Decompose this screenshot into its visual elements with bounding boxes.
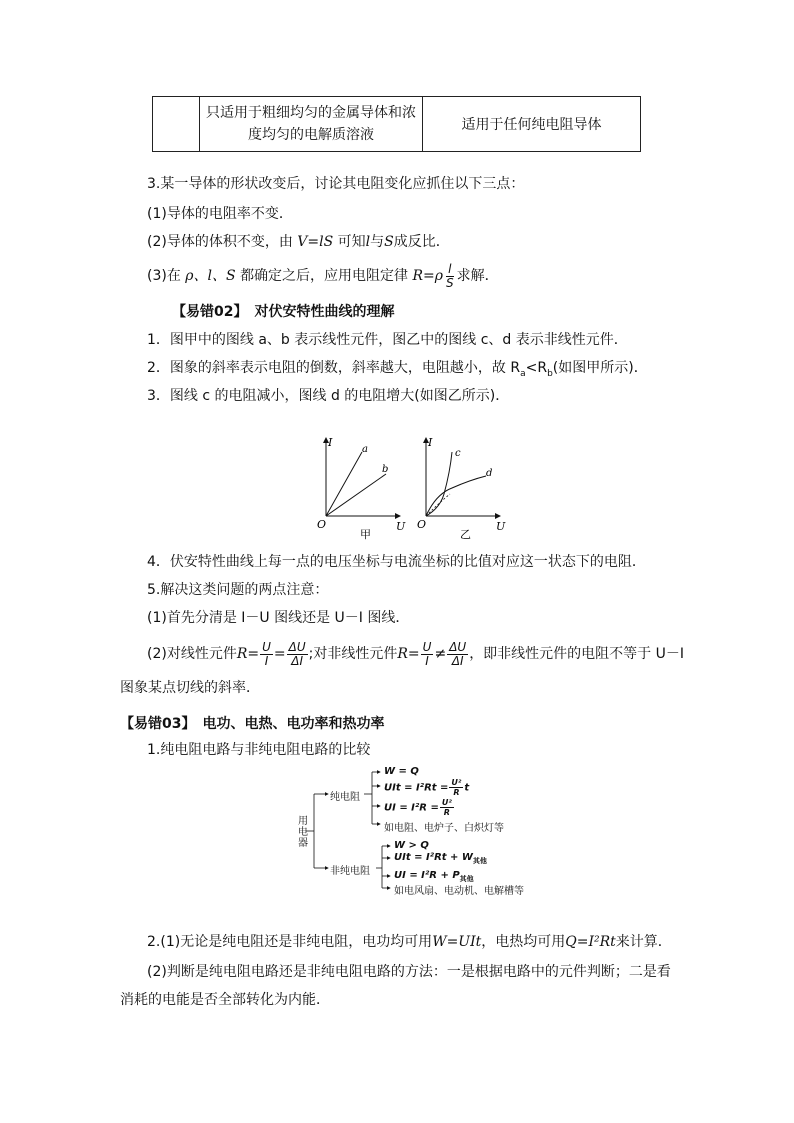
caption-yi: 乙 (460, 528, 471, 541)
frac-den: I (264, 653, 269, 668)
non-3-text: UI = I²R + P (394, 870, 460, 881)
frac-num: U (422, 639, 432, 654)
p1-eq2: Q=I²Rt (565, 934, 616, 950)
p52-a: (2)对线性元件 (147, 646, 237, 662)
frac-den: ΔI (291, 653, 304, 668)
item2-a: (2)导体的体积不变，由 (147, 234, 293, 250)
nonpure-label: 非纯电阻 (330, 866, 370, 877)
root-2: 电 (298, 827, 308, 838)
frac-du-di (287, 641, 308, 668)
label-b: b (382, 464, 389, 475)
iv-graphs (300, 432, 520, 542)
table-cell-empty (153, 97, 200, 152)
frac-num: U (262, 639, 271, 654)
item2-c: 与 (370, 234, 385, 250)
right-origin: O (417, 518, 427, 531)
cell-line-2: 度均匀的电解质溶液 (248, 127, 374, 143)
err03-p1: 1.纯电阻电路与非纯电阻电路的比较 (147, 742, 371, 758)
fraction-num: l (448, 261, 452, 276)
p1-c: 来计算． (615, 934, 672, 950)
pure-2-frac (449, 778, 463, 797)
p2-a: 2．图象的斜率表示电阻的倒数，斜率越大，电阻越小，故 R (147, 360, 521, 376)
comparison-table (152, 96, 641, 152)
point3-item1: (1)导体的电阻率不变． (147, 206, 293, 222)
item2-b: 可知 (337, 234, 366, 250)
line-a (326, 452, 362, 516)
p2-sub-a: a (520, 368, 526, 379)
item2-s: S (384, 234, 394, 250)
p2-c: (如图甲所示)． (552, 360, 648, 376)
non-2 (394, 852, 487, 866)
frac-du-di-2 (447, 641, 468, 668)
p52-r2: R= (397, 646, 420, 662)
frac-u-i-2 (421, 641, 434, 668)
frac-u-i (260, 641, 273, 668)
non-3-sub: 其他 (459, 875, 474, 883)
frac-den: R (453, 788, 460, 797)
curve-c (426, 452, 452, 516)
resistance-fraction (444, 263, 456, 290)
pure-3-a: UI = I²R = (384, 802, 439, 814)
p52-c: ，即非线性元件的电阻不等于 U－I (469, 646, 685, 662)
pure-2 (384, 778, 469, 797)
p2-sub-b: b (547, 368, 553, 379)
frac-num: U² (441, 798, 452, 807)
err02-p2 (147, 358, 648, 384)
right-x-label: U (496, 520, 506, 533)
err02-p4: 4．伏安特性曲线上每一点的电压坐标与电流坐标的比值对应这一状态下的电阻． (147, 554, 646, 570)
frac-num: U² (451, 778, 462, 787)
non-2-text: UIt = I²Rt + W (394, 852, 473, 863)
pure-2-b: t (464, 782, 470, 794)
point3-item3 (147, 262, 499, 290)
root-label (298, 816, 308, 849)
err02-p5-2-cont: 图象某点切线的斜率． (120, 680, 260, 696)
curve-d (426, 476, 486, 516)
pure-label: 纯电阻 (330, 792, 360, 803)
eq-sign: = (273, 646, 286, 662)
pure-4: 如电阻、电炉子、白炽灯等 (384, 823, 504, 834)
err02-p3: 3．图线 c 的电阻减小，图线 d 的电阻增大(如图乙所示)． (147, 388, 510, 404)
item3-b: 都确定之后，应用电阻定律 (240, 268, 409, 284)
non-1: W > Q (394, 840, 429, 851)
p1-b: ，电热均可用 (481, 934, 566, 950)
err02-title: 【易错02】 对伏安特性曲线的理解 (172, 304, 395, 320)
err02-p1: 1．图甲中的图线 a、b 表示线性元件，图乙中的图线 c、d 表示非线性元件． (147, 332, 628, 348)
neq-sign: ≠ (434, 646, 447, 662)
frac-num: ΔU (449, 639, 467, 654)
err02-p5: 5.解决这类问题的两点注意： (147, 582, 329, 598)
item2-l: l (365, 234, 371, 250)
point3-item2 (147, 232, 450, 252)
item3-a: (3)在 (147, 268, 181, 284)
err02-p5-1: (1)首先分清是 I－U 图线还是 U－I 图线． (147, 610, 410, 626)
resistor-tree (296, 764, 536, 898)
label-a: a (362, 444, 368, 455)
left-y-label: I (328, 436, 333, 449)
frac-den: R (443, 808, 450, 817)
item2-eq: V=lS (297, 234, 334, 250)
pure-3 (384, 798, 455, 817)
table-cell-applicability (200, 97, 423, 152)
caption-jia: 甲 (360, 528, 371, 541)
pure-2-a: UIt = I²Rt = (384, 782, 449, 794)
label-d: d (486, 468, 493, 479)
pure-3-frac (440, 798, 454, 817)
item2-d: 成反比． (393, 234, 450, 250)
p1-a: 2.(1)无论是纯电阻还是非纯电阻，电功均可用 (147, 934, 433, 950)
point2-p3: 消耗的电能是否全部转化为内能． (120, 992, 330, 1008)
item3-vars: ρ、l、S (185, 268, 236, 284)
root-1: 用 (298, 816, 308, 827)
table-cell-any-resistor: 适用于任何纯电阻导体 (423, 97, 641, 152)
line-b (326, 474, 386, 516)
pure-1: W = Q (384, 766, 419, 777)
graph-right (417, 436, 506, 541)
p1-eq1: W=UIt (432, 934, 482, 950)
label-c: c (455, 448, 461, 459)
err03-title: 【易错03】 电功、电热、电功率和热功率 (120, 716, 385, 732)
frac-num: ΔU (288, 639, 306, 654)
err02-p5-2 (147, 640, 684, 668)
right-y-label: I (428, 436, 433, 449)
left-origin: O (317, 518, 327, 531)
item3-c: 求解． (456, 268, 499, 284)
fraction-den: S (446, 275, 454, 290)
non-2-sub: 其他 (472, 857, 487, 865)
table-row (153, 97, 641, 152)
p2-b: <R (525, 360, 548, 376)
point2-p1 (147, 932, 672, 952)
frac-den: I (425, 653, 429, 668)
root-3: 器 (298, 838, 308, 849)
point2-p2: (2)判断是纯电阻电路还是非纯电阻电路的方法：一是根据电路中的元件判断；二是看 (147, 964, 671, 980)
non-4: 如电风扇、电动机、电解槽等 (394, 886, 524, 897)
item3-r: R=ρ (412, 268, 444, 284)
graph-left (317, 436, 406, 541)
left-x-label: U (396, 520, 406, 533)
point3-intro: 3.某一导体的形状改变后，讨论其电阻变化应抓住以下三点： (147, 176, 525, 192)
cell-line-1: 只适用于粗细均匀的金属导体和浓 (206, 105, 416, 121)
frac-den: ΔI (451, 653, 464, 668)
p52-b: ;对非线性元件 (308, 646, 398, 662)
p52-r1: R= (236, 646, 260, 662)
